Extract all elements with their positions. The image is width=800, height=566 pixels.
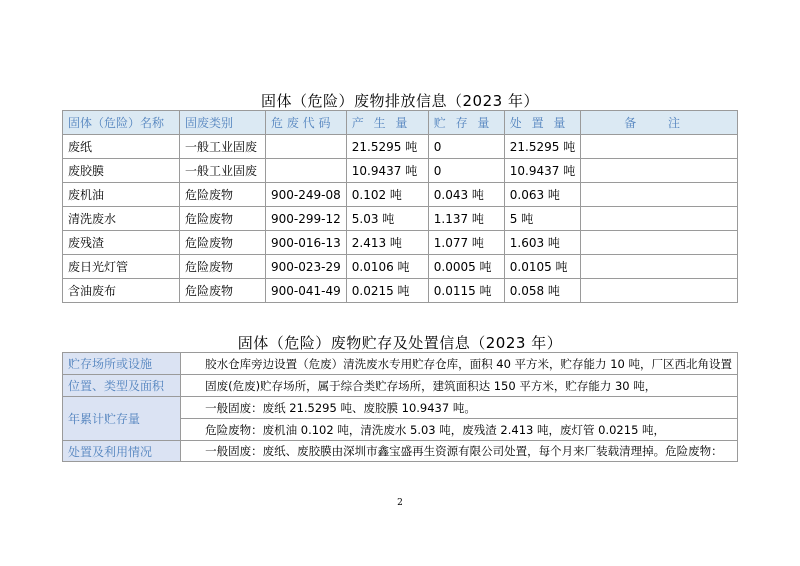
header-disposed: 处 置 量 (504, 111, 580, 135)
table-row (63, 159, 738, 183)
row-text: 危险废物：废机油 0.102 吨，清洗废水 5.03 吨，废残渣 2.413 吨，废灯管 0.0215 吨， (181, 419, 738, 441)
header-code: 危 废 代 码 (266, 111, 347, 135)
cell-code: 900-023-29 (266, 255, 347, 279)
table-row (63, 207, 738, 231)
cell-category: 危险废物 (180, 279, 266, 303)
cell-disposed: 21.5295 吨 (504, 135, 580, 159)
cell-category: 危险废物 (180, 231, 266, 255)
cell-code: 900-249-08 (266, 183, 347, 207)
row-label: 年累计贮存量 (63, 397, 181, 441)
cell-category: 危险废物 (180, 255, 266, 279)
cell-stored: 1.137 吨 (428, 207, 504, 231)
cell-generated: 5.03 吨 (346, 207, 428, 231)
table-row (63, 353, 738, 375)
cell-stored: 1.077 吨 (428, 231, 504, 255)
header-remarks: 备 注 (581, 111, 738, 135)
table2-title: 固体（危险）废物贮存及处置信息（2023 年） (237, 334, 563, 352)
cell-stored: 0.0005 吨 (428, 255, 504, 279)
cell-disposed: 0.0105 吨 (504, 255, 580, 279)
cell-remarks (581, 207, 738, 231)
cell-generated: 10.9437 吨 (346, 159, 428, 183)
cell-name: 废残渣 (63, 231, 180, 255)
table-row (63, 375, 738, 397)
cell-code: 900-041-49 (266, 279, 347, 303)
row-text: 固废(危废)贮存场所，属于综合类贮存场所，建筑面积达 150 平方米，贮存能力 30 吨， (181, 375, 738, 397)
row-text: 一般固废：废纸、废胶膜由深圳市鑫宝盛再生资源有限公司处置，每个月来厂装载清理掉。危险废物： (181, 441, 738, 462)
table-row (63, 183, 738, 207)
row-text: 一般固废：废纸 21.5295 吨、废胶膜 10.9437 吨。 (181, 397, 738, 419)
cell-code: 900-016-13 (266, 231, 347, 255)
header-stored: 贮 存 量 (428, 111, 504, 135)
table-row (63, 255, 738, 279)
cell-remarks (581, 159, 738, 183)
cell-category: 危险废物 (180, 183, 266, 207)
cell-stored: 0.043 吨 (428, 183, 504, 207)
cell-remarks (581, 255, 738, 279)
row-text: 胶水仓库旁边设置（危废）清洗废水专用贮存仓库，面积 40 平方米，贮存能力 10 吨，厂区西北角设置 (181, 353, 738, 375)
cell-disposed: 1.603 吨 (504, 231, 580, 255)
cell-disposed: 0.063 吨 (504, 183, 580, 207)
cell-stored: 0 (428, 135, 504, 159)
cell-remarks (581, 183, 738, 207)
waste-discharge-table (62, 110, 738, 303)
table1-title: 固体（危险）废物排放信息（2023 年） (261, 92, 539, 110)
cell-generated: 0.102 吨 (346, 183, 428, 207)
cell-disposed: 10.9437 吨 (504, 159, 580, 183)
table-row (63, 231, 738, 255)
cell-category: 一般工业固废 (180, 159, 266, 183)
table-header-row (63, 111, 738, 135)
cell-name: 废日光灯管 (63, 255, 180, 279)
cell-name: 废纸 (63, 135, 180, 159)
row-label: 位置、类型及面积 (63, 375, 181, 397)
cell-generated: 21.5295 吨 (346, 135, 428, 159)
cell-stored: 0.0115 吨 (428, 279, 504, 303)
cell-generated: 0.0106 吨 (346, 255, 428, 279)
cell-name: 清洗废水 (63, 207, 180, 231)
header-name: 固体（危险）名称 (63, 111, 180, 135)
cell-disposed: 5 吨 (504, 207, 580, 231)
page-number: 2 (397, 498, 403, 508)
cell-code (266, 159, 347, 183)
table-row (63, 135, 738, 159)
table-row (63, 397, 738, 419)
cell-name: 含油废布 (63, 279, 180, 303)
cell-code: 900-299-12 (266, 207, 347, 231)
cell-remarks (581, 135, 738, 159)
header-category: 固废类别 (180, 111, 266, 135)
cell-generated: 0.0215 吨 (346, 279, 428, 303)
cell-code (266, 135, 347, 159)
cell-stored: 0 (428, 159, 504, 183)
storage-disposal-table (62, 352, 738, 462)
cell-name: 废胶膜 (63, 159, 180, 183)
row-label: 贮存场所或设施 (63, 353, 181, 375)
header-generated: 产 生 量 (346, 111, 428, 135)
cell-category: 危险废物 (180, 207, 266, 231)
cell-generated: 2.413 吨 (346, 231, 428, 255)
cell-disposed: 0.058 吨 (504, 279, 580, 303)
table-row (63, 441, 738, 462)
cell-remarks (581, 231, 738, 255)
row-label: 处置及利用情况 (63, 441, 181, 462)
cell-name: 废机油 (63, 183, 180, 207)
cell-remarks (581, 279, 738, 303)
cell-category: 一般工业固废 (180, 135, 266, 159)
table-row (63, 279, 738, 303)
